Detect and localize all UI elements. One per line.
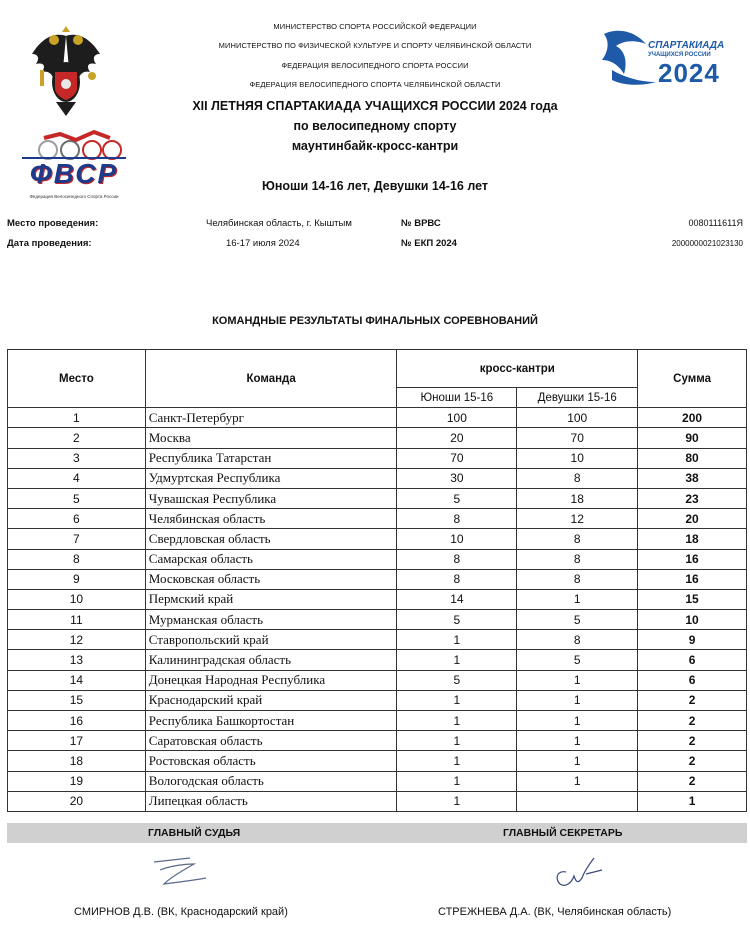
table-row: [8, 529, 747, 549]
fvsr-caption: Федерация Велосипедного Спорта России: [29, 194, 119, 199]
boys-score-cell: 1: [397, 771, 517, 791]
boys-score-cell: 1: [397, 791, 517, 811]
boys-score-cell: 1: [397, 630, 517, 650]
boys-score-cell: 14: [397, 589, 517, 609]
team-cell: Калининградская область: [145, 650, 397, 670]
table-row: [8, 509, 747, 529]
ekp-label: № ЕКП 2024: [401, 238, 457, 249]
vrvs-value: 0080111611Я: [688, 218, 743, 228]
table-row: [8, 711, 747, 731]
org-line-3: ФЕДЕРАЦИЯ ВЕЛОСИПЕДНОГО СПОРТА РОССИИ: [281, 61, 469, 70]
table-row: [8, 610, 747, 630]
title-sport: по велосипедному спорту: [293, 119, 457, 133]
date-value: 16-17 июля 2024: [226, 238, 300, 249]
girls-score-cell: 8: [517, 468, 638, 488]
boys-score-cell: 8: [397, 509, 517, 529]
org-line-1: МИНИСТЕРСТВО СПОРТА РОССИЙСКОЙ ФЕДЕРАЦИИ: [273, 22, 477, 31]
judge-name: СМИРНОВ Д.В. (ВК, Краснодарский край): [74, 906, 288, 918]
team-cell: Чувашская Республика: [145, 488, 397, 508]
spartakiada-subtitle: УЧАЩИХСЯ РОССИИ: [648, 52, 711, 58]
title-categories: Юноши 14-16 лет, Девушки 14-16 лет: [261, 179, 489, 193]
place-cell: 1: [8, 408, 146, 428]
sum-cell: 80: [638, 448, 747, 468]
results-body: [8, 408, 747, 812]
girls-score-cell: 70: [517, 428, 638, 448]
boys-score-cell: 1: [397, 690, 517, 710]
table-row: [8, 448, 747, 468]
sum-cell: 20: [638, 509, 747, 529]
boys-score-cell: 1: [397, 650, 517, 670]
table-row: [8, 630, 747, 650]
place-cell: 18: [8, 751, 146, 771]
team-cell: Ростовская область: [145, 751, 397, 771]
girls-score-cell: 8: [517, 630, 638, 650]
team-cell: Удмуртская Республика: [145, 468, 397, 488]
place-cell: 4: [8, 468, 146, 488]
girls-score-cell: 12: [517, 509, 638, 529]
girls-score-cell: 100: [517, 408, 638, 428]
place-cell: 8: [8, 549, 146, 569]
venue-value: Челябинская область, г. Кыштым: [206, 218, 352, 229]
girls-score-cell: 8: [517, 569, 638, 589]
sum-cell: 9: [638, 630, 747, 650]
sum-cell: 6: [638, 650, 747, 670]
girls-score-cell: 1: [517, 731, 638, 751]
table-row: [8, 650, 747, 670]
team-cell: Пермский край: [145, 589, 397, 609]
signature-bar: [7, 823, 747, 843]
place-cell: 13: [8, 650, 146, 670]
sum-cell: 10: [638, 610, 747, 630]
place-cell: 7: [8, 529, 146, 549]
place-cell: 15: [8, 690, 146, 710]
girls-score-cell: 1: [517, 751, 638, 771]
team-cell: Донецкая Народная Республика: [145, 670, 397, 690]
girls-score-cell: 8: [517, 549, 638, 569]
team-cell: Республика Башкортостан: [145, 711, 397, 731]
sum-cell: 90: [638, 428, 747, 448]
girls-score-cell: [517, 791, 638, 811]
boys-score-cell: 5: [397, 670, 517, 690]
venue-label: Место проведения:: [7, 218, 99, 229]
coat-of-arms-emblem: [26, 24, 106, 120]
girls-score-cell: 1: [517, 589, 638, 609]
date-label: Дата проведения:: [7, 238, 92, 249]
judge-signature: [150, 852, 210, 892]
sum-cell: 200: [638, 408, 747, 428]
table-row: [8, 468, 747, 488]
table-row: [8, 751, 747, 771]
boys-score-cell: 1: [397, 731, 517, 751]
page-title: XII ЛЕТНЯЯ СПАРТАКИАДА УЧАЩИХСЯ РОССИИ 2024 года: [192, 99, 558, 113]
team-cell: Ставропольский край: [145, 630, 397, 650]
table-row: [8, 670, 747, 690]
title-discipline: маунтинбайк-кросс-кантри: [291, 139, 459, 153]
header-sum: Сумма: [638, 350, 747, 408]
girls-score-cell: 8: [517, 529, 638, 549]
sum-cell: 2: [638, 751, 747, 771]
girls-score-cell: 5: [517, 610, 638, 630]
sum-cell: 6: [638, 670, 747, 690]
sum-cell: 2: [638, 690, 747, 710]
table-row: [8, 408, 747, 428]
table-row: [8, 731, 747, 751]
fvsr-text: ФВСР: [29, 158, 119, 189]
spartakiada-year: 2024: [658, 58, 720, 88]
place-cell: 20: [8, 791, 146, 811]
girls-score-cell: 5: [517, 650, 638, 670]
boys-score-cell: 100: [397, 408, 517, 428]
table-row: [8, 771, 747, 791]
boys-score-cell: 70: [397, 448, 517, 468]
girls-score-cell: 1: [517, 670, 638, 690]
boys-score-cell: 10: [397, 529, 517, 549]
header-girls: Девушки 15-16: [517, 388, 638, 408]
sum-cell: 2: [638, 711, 747, 731]
table-row: [8, 428, 747, 448]
team-cell: Самарская область: [145, 549, 397, 569]
boys-score-cell: 1: [397, 751, 517, 771]
sum-cell: 18: [638, 529, 747, 549]
secretary-name: СТРЕЖНЕВА Д.А. (ВК, Челябинская область): [438, 906, 672, 918]
spartakiada-logo: [596, 20, 742, 96]
place-cell: 9: [8, 569, 146, 589]
header-boys: Юноши 15-16: [397, 388, 517, 408]
girls-score-cell: 1: [517, 771, 638, 791]
sum-cell: 2: [638, 771, 747, 791]
header-team: Команда: [145, 350, 397, 408]
boys-score-cell: 8: [397, 569, 517, 589]
girls-score-cell: 1: [517, 711, 638, 731]
vrvs-label: № ВРВС: [401, 218, 441, 229]
team-cell: Краснодарский край: [145, 690, 397, 710]
girls-score-cell: 10: [517, 448, 638, 468]
place-cell: 10: [8, 589, 146, 609]
team-cell: Республика Татарстан: [145, 448, 397, 468]
header-place: Место: [8, 350, 146, 408]
team-cell: Мурманская область: [145, 610, 397, 630]
ekp-value: 2000000021023130: [671, 239, 743, 248]
place-cell: 14: [8, 670, 146, 690]
place-cell: 11: [8, 610, 146, 630]
spartakiada-title: СПАРТАКИАДА: [648, 40, 725, 51]
team-cell: Москва: [145, 428, 397, 448]
girls-score-cell: 18: [517, 488, 638, 508]
place-cell: 3: [8, 448, 146, 468]
sum-cell: 23: [638, 488, 747, 508]
place-cell: 2: [8, 428, 146, 448]
sum-cell: 38: [638, 468, 747, 488]
table-row: [8, 690, 747, 710]
place-cell: 5: [8, 488, 146, 508]
table-row: [8, 488, 747, 508]
header-discipline: кросс-кантри: [397, 350, 638, 388]
sum-cell: 15: [638, 589, 747, 609]
place-cell: 12: [8, 630, 146, 650]
team-cell: Санкт-Петербург: [145, 408, 397, 428]
team-cell: Свердловская область: [145, 529, 397, 549]
place-cell: 16: [8, 711, 146, 731]
section-title: КОМАНДНЫЕ РЕЗУЛЬТАТЫ ФИНАЛЬНЫХ СОРЕВНОВАНИЙ: [212, 315, 538, 327]
table-row: [8, 549, 747, 569]
boys-score-cell: 5: [397, 610, 517, 630]
table-row: [8, 791, 747, 811]
judge-label: ГЛАВНЫЙ СУДЬЯ: [148, 827, 241, 839]
place-cell: 19: [8, 771, 146, 791]
secretary-label: ГЛАВНЫЙ СЕКРЕТАРЬ: [503, 827, 623, 839]
boys-score-cell: 8: [397, 549, 517, 569]
org-line-4: ФЕДЕРАЦИЯ ВЕЛОСИПЕДНОГО СПОРТА ЧЕЛЯБИНСКОЙ ОБЛАСТИ: [249, 80, 501, 89]
table-row: [8, 589, 747, 609]
boys-score-cell: 1: [397, 711, 517, 731]
org-line-2: МИНИСТЕРСТВО ПО ФИЗИЧЕСКОЙ КУЛЬТУРЕ И СПОРТУ ЧЕЛЯБИНСКОЙ ОБЛАСТИ: [218, 41, 532, 50]
sum-cell: 16: [638, 569, 747, 589]
team-cell: Челябинская область: [145, 509, 397, 529]
place-cell: 6: [8, 509, 146, 529]
sum-cell: 1: [638, 791, 747, 811]
boys-score-cell: 30: [397, 468, 517, 488]
boys-score-cell: 20: [397, 428, 517, 448]
sum-cell: 2: [638, 731, 747, 751]
team-cell: Липецкая область: [145, 791, 397, 811]
fvsr-logo: [14, 128, 134, 204]
double-headed-eagle-icon: [26, 24, 106, 120]
place-cell: 17: [8, 731, 146, 751]
secretary-signature: [548, 852, 608, 892]
table-row: [8, 569, 747, 589]
team-cell: Вологодская область: [145, 771, 397, 791]
sum-cell: 16: [638, 549, 747, 569]
team-cell: Саратовская область: [145, 731, 397, 751]
girls-score-cell: 1: [517, 690, 638, 710]
results-table: [7, 349, 747, 812]
team-cell: Московская область: [145, 569, 397, 589]
boys-score-cell: 5: [397, 488, 517, 508]
